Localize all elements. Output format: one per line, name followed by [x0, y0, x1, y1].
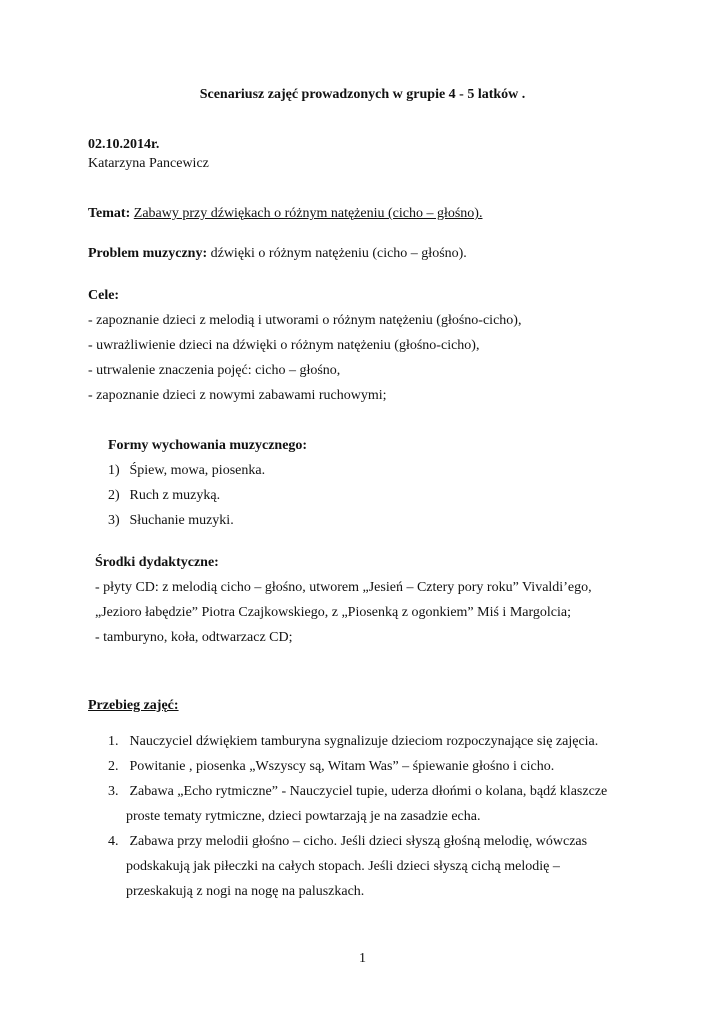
list-number: 2.	[108, 759, 119, 774]
document-title: Scenariusz zajęć prowadzonych w grupie 4 - 5 latków .	[199, 87, 526, 102]
formy-label: Formy wychowania muzycznego:	[108, 438, 308, 453]
problem-value: dźwięki o różnym natężeniu (cicho – głośno).	[210, 246, 467, 261]
przebieg-item	[108, 833, 587, 851]
list-text: Nauczyciel dźwiękiem tamburyna sygnalizuje dzieciom rozpoczynające się zajęcia.	[129, 734, 599, 749]
srodki-line: - tamburyno, koła, odtwarzacz CD;	[95, 630, 293, 645]
formy-item	[108, 512, 234, 530]
list-text: Zabawa „Echo rytmiczne” - Nauczyciel tupie, uderza dłońmi o kolana, bądź klaszcze	[129, 784, 608, 799]
temat-label: Temat:	[88, 206, 131, 221]
author: Katarzyna Pancewicz	[88, 156, 209, 171]
list-number: 2)	[108, 488, 120, 503]
cele-item: - zapoznanie dzieci z nowymi zabawami ruchowymi;	[88, 388, 387, 403]
list-number: 3)	[108, 513, 120, 528]
srodki-label: Środki dydaktyczne:	[95, 555, 219, 570]
srodki-line: „Jezioro łabędzie” Piotra Czajkowskiego, z „Piosenką z ogonkiem” Miś i Margolcia;	[95, 605, 571, 620]
list-text: Śpiew, mowa, piosenka.	[129, 463, 266, 478]
problem-label: Problem muzyczny:	[88, 246, 208, 261]
list-text: Powitanie , piosenka „Wszyscy są, Witam Was” – śpiewanie głośno i cicho.	[129, 759, 555, 774]
przebieg-label: Przebieg zajęć:	[88, 698, 179, 713]
problem-line	[88, 245, 467, 263]
date: 02.10.2014r.	[88, 137, 160, 152]
list-number: 1)	[108, 463, 120, 478]
list-text-continuation: podskakują jak piłeczki na całych stopach. Jeśli dzieci słyszą cichą melodię –	[126, 859, 560, 874]
list-number: 3.	[108, 784, 119, 799]
przebieg-item	[108, 783, 607, 801]
list-text-continuation: przeskakują z nogi na nogę na paluszkach.	[126, 884, 365, 899]
list-number: 4.	[108, 834, 119, 849]
list-text: Zabawa przy melodii głośno – cicho. Jeśli dzieci słyszą głośną melodię, wówczas	[129, 834, 588, 849]
formy-item	[108, 487, 220, 505]
cele-item: - utrwalenie znaczenia pojęć: cicho – głośno,	[88, 363, 341, 378]
list-text: Ruch z muzyką.	[129, 488, 221, 503]
cele-label: Cele:	[88, 288, 120, 303]
list-text: Słuchanie muzyki.	[129, 513, 234, 528]
cele-item: - zapoznanie dzieci z melodią i utworami o różnym natężeniu (głośno-cicho),	[88, 313, 522, 328]
temat-line	[88, 205, 482, 223]
srodki-line: - płyty CD: z melodią cicho – głośno, utworem „Jesień – Cztery pory roku” Vivaldi’ego,	[95, 580, 592, 595]
cele-item: - uwrażliwienie dzieci na dźwięki o różnym natężeniu (głośno-cicho),	[88, 338, 480, 353]
formy-item	[108, 462, 265, 480]
przebieg-item	[108, 758, 554, 776]
list-number: 1.	[108, 734, 119, 749]
page-number: 1	[359, 951, 366, 966]
list-text-continuation: proste tematy rytmiczne, dzieci powtarzają je na zasadzie echa.	[126, 809, 481, 824]
przebieg-item	[108, 733, 598, 751]
temat-value: Zabawy przy dźwiękach o różnym natężeniu (cicho – głośno).	[133, 206, 483, 221]
